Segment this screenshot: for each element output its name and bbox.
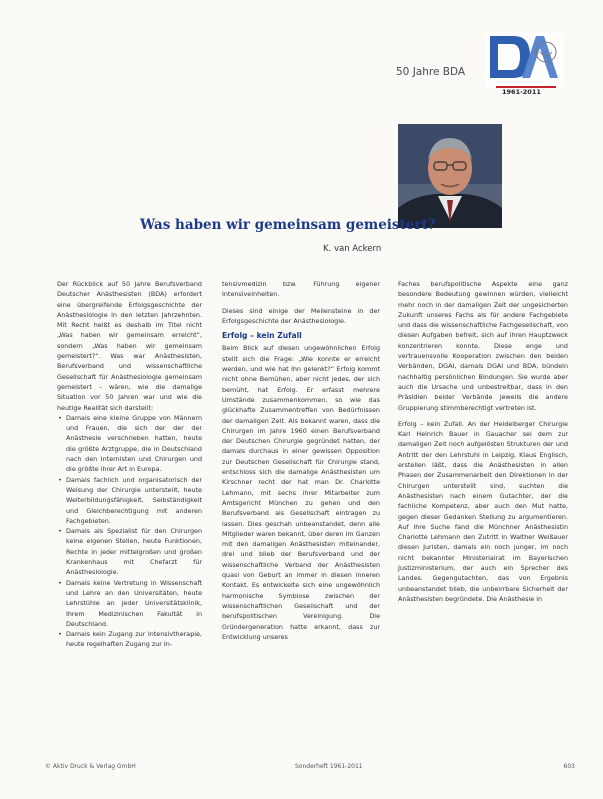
author-portrait — [398, 124, 502, 228]
page-number: 603 — [563, 763, 575, 770]
list-item: • Damals keine Vertretung in Wissenschaft und Lehre an den Universitäten, heute Lehrstühle an jeder Universitätsklinik, Ihrem Medizinischen Fakultät in Deutschland. — [66, 578, 202, 629]
milestone-list — [57, 413, 202, 650]
list-item: • Damals fachlich und organisatorisch der Weisung der Chirurgie unterstellt, heute Weiterbildungsfähigkeit, Selbständigkeit und Gleichberechtigung mit anderen Fachgebieten. — [66, 475, 202, 526]
footer-issue: Sonderheft 1961-2011 — [295, 763, 363, 770]
list-item: • Damals kein Zugang zur Intensivtherapie, heute regelhaften Zugang zur In- — [66, 629, 202, 650]
list-item: • Damals eine kleine Gruppe von Männern und Frauen, die sich der der der Anästhesie verschrieben hatten, heute die größte Arztgruppe, die in Deutschland nach den Internisten und Chirurgen und die größte ihrer Art in Europa. — [66, 413, 202, 475]
logo-years: 1961-2011 — [502, 88, 541, 96]
summary-paragraph: Dieses sind einige der Meilensteine in der Erfolgsgeschichte der Anästhesiologie. — [222, 306, 380, 325]
text-column-2 — [222, 279, 380, 642]
bda-logo — [486, 26, 564, 96]
list-item: • Damals als Spezialist für den Chirurgen keine eigenen Stellen, heute Funktionen, Rechte in jeder mittelgroßen und großen Krankenhaus mit Chefarzt für Anästhesiologie. — [66, 526, 202, 577]
article-headline: Was haben wir gemeinsam gemeistert? — [140, 217, 436, 233]
text-column-1 — [57, 279, 202, 650]
footer-copyright: © Aktiv Druck & Verlag GmbH — [45, 763, 136, 770]
body-paragraph: Erfolg – kein Zufall. An der Heidelberger Chirurgie Karl Heinrich Bauer in Gauacher sei dem zur damaligen Zeit noch aufgelösten Strukturen der und Antritt der den Lehrstuhl in Leipzig, Klaus Englisch, erstellen läßt, dass die Anästhesisten in allen Phasen der Zusammenarbeit den Direktionen in der Chirurgen unterstellt sind, suchten die Anästhesisten nach einem Gutachter, der die fachliche Kompetenz, aber auch den Mut hatte, gegen dieser Gedanken Stellung zu argumentieren. Auf ihre Suche fand die Münchner Anästhesistin Charlotte Lehmann den Zutritt in Walther Weißauer diesen Juristen, damals ein noch junger, im noch nicht bekannter Ministerialrat im Bayerischen Justizministerium, der auch ein Sprecher des Landes. Gegengutachten, das von Ergebnis unbeanstandet blieb, die unbeirrbare Sicherheit der Anästhesisten begründete. Die Anästhesie in — [398, 419, 568, 603]
section-subheading: Erfolg – kein Zufall — [222, 331, 302, 341]
text-column-3 — [398, 279, 568, 604]
intro-paragraph: Der Rückblick auf 50 Jahre Berufsverband Deutscher Anästhesisten (BDA) erfordert eine übergreifende Erfolgsgeschichte der Anästhesiologie in den letzten Jahrzehnten. Mit Recht heißt es deshalb im Titel nicht „Was haben wir gemeinsam erreicht“, sondern „Was haben wir gemeinsam gemeistert?“. Was war Anästhesisten, Berufsverband und wissenschaftliche Gesellschaft für Anästhesiologie gemeinsam gemeistert – wären, wie die damalige Situation vor 50 Jahren war und wie die heutige Realität sich darstellt: — [57, 280, 202, 412]
continued-paragraph: tensivmedizin bzw. Führung eigener Intensiveinheiten. — [222, 280, 380, 299]
body-paragraph: Beim Blick auf diesen ungewöhnlichen Erfolg stellt sich die Frage: „Wie konnte er erreicht werden, und wie hat ihn gelenkt?“ Erfolg kommt nicht ohne Bemühen, aber nicht jedes, der sich bemüht, hat Erfolg. Er erfasst mehrere Umstände zusammenkommen, so wie das glückhafte Zusammentreffen von Bedürfnissen der damaligen Zeit. Als bekannt waren, dass die Chirurgen im Jahre 1960 einen Berufsverband der Deutschen Chirurgie gegründet hatten, der damals durchaus in einer gewissen Opposition zur Deutschen Gesellschaft für Chirurgie stand, entschloss sich die damalige Anästhesisten um Kirschner recht der hat man Dr. Charlotte Lehmann, mit sechs ihrer Mitarbeiter zum Amtsgericht München zu gehen und den Berufsverband als Gesellschaft eintragen zu lassen. Dies geschah unbeanstandet, denn alle Mitglieder waren bekannt, über deren im Ganzen mit den damaligen Anästhesisten miteinander, drei und blieb der Berufsverband und der wissenschaftliche Verband der Anästhesisten quasi von Geburt an immer in diesen inneren Kontakt. Es entwickelte sich eine ungewöhnlich harmonische Symbiose zwischen der wissenschaftlichen Gesellschaft und der berufspolitischen Vereinigung. Die Gründergeneration hatte erkannt, dass zur Entwicklung unseres — [222, 344, 380, 641]
article-author: K. van Ackern — [323, 244, 382, 254]
section-title: 50 Jahre BDA — [396, 66, 466, 78]
body-paragraph: Faches berufspolitische Aspekte eine ganz besondere Bedeutung gewinnen würden, vielleicht mehr noch in der damaligen Zeit der ungesicherten Zukunft unseres Fachs als für andere Fachgebiete und dass die wissenschaftliche Fachgesellschaft, von diesen Aufgaben befreit, sich auf ihren Hauptzweck konzentrieren konnte. Diese enge und vertrauensvolle Kooperation zwischen den beiden Verbänden, DGAI, damals DGAI und BDA, bündeln nachhaltig persönlichen Bindungen. Sie wurde aber auch die Ursache und unbestreitbar, dass in den Präsidien beider Verbände jeweils die andere Gruppierung stimmberechtigt vertreten ist. — [398, 280, 568, 412]
